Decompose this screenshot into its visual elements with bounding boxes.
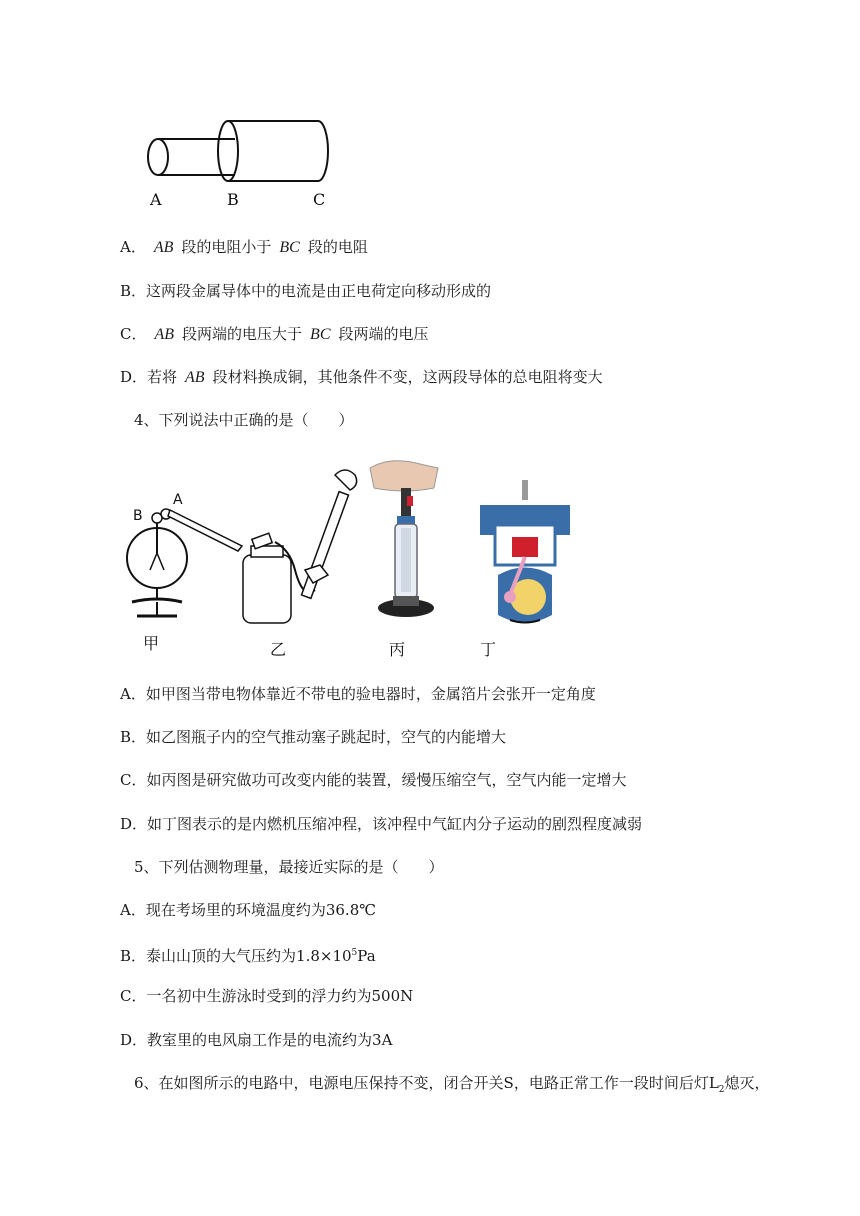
q3-option-c xyxy=(120,324,429,345)
subscript: 2 xyxy=(718,1085,725,1095)
q4-option-a: A．如甲图当带电物体靠近不带电的验电器时，金属箔片会张开一定角度 xyxy=(120,685,596,703)
option-prefix: D．若将 xyxy=(120,368,178,386)
option-prefix: A． xyxy=(120,238,146,256)
q4-option-d: D．如丁图表示的是内燃机压缩冲程，该冲程中气缸内分子运动的剧烈程度减弱 xyxy=(120,815,643,833)
jia-letter-b: B xyxy=(133,508,143,524)
q5-option-d: D．教室里的电风扇工作是的电流约为3A xyxy=(120,1031,393,1049)
option-text: 段的电阻 xyxy=(307,238,368,256)
label-b: B xyxy=(227,190,239,209)
var-ab: AB xyxy=(153,239,174,256)
jia-letter-a: A xyxy=(173,492,183,508)
unit: Pa xyxy=(357,947,376,965)
option-prefix: C． xyxy=(120,325,147,343)
option-text: 段两端的电压 xyxy=(338,325,429,343)
q5-stem: 5、下列估测物理量，最接近实际的是（ ） xyxy=(134,858,444,876)
bottle-pump-drawing xyxy=(235,460,365,630)
conductor-figure xyxy=(140,115,340,215)
figure-label-bing: 丙 xyxy=(389,640,406,659)
figure-ding-engine xyxy=(470,475,580,635)
stepped-conductor-drawing xyxy=(140,115,340,215)
q5-option-c: C．一名初中生游泳时受到的浮力约为500N xyxy=(120,987,414,1005)
option-text: 段的电阻小于 xyxy=(181,238,272,256)
figure-label-yi: 乙 xyxy=(270,640,287,659)
figure-label-jia: 甲 xyxy=(143,634,160,653)
q6-stem xyxy=(134,1073,770,1100)
q4-option-b: B．如乙图瓶子内的空气推动塞子跳起时，空气的内能增大 xyxy=(120,728,507,746)
engine-drawing xyxy=(470,475,580,635)
figure-yi-bottle-pump xyxy=(235,460,365,630)
label-c: C xyxy=(313,190,326,209)
stem-text: 熄灭， xyxy=(724,1074,770,1092)
exponent: 5 xyxy=(351,948,358,958)
q4-stem: 4、下列说法中正确的是（ ） xyxy=(134,411,354,429)
compression-tube-drawing xyxy=(365,458,445,630)
label-a: A xyxy=(150,190,162,209)
q5-option-a: A．现在考场里的环境温度约为36.8℃ xyxy=(120,901,377,919)
figure-label-ding: 丁 xyxy=(480,640,497,659)
var-bc: BC xyxy=(310,326,331,343)
q3-option-d xyxy=(120,367,603,388)
var-ab: AB xyxy=(185,369,205,386)
option-text: 段材料换成铜，其他条件不变，这两段导体的总电阻将变大 xyxy=(212,368,603,386)
q4-option-c: C．如丙图是研究做功可改变内能的装置，缓慢压缩空气，空气内能一定增大 xyxy=(120,771,627,789)
stem-text: 6、在如图所示的电路中，电源电压保持不变，闭合开关S，电路正常工作一段时间后灯L xyxy=(134,1074,719,1092)
q3-option-b: B．这两段金属导体中的电流是由正电荷定向移动形成的 xyxy=(120,282,492,300)
figure-bing-compression-tube xyxy=(365,458,445,630)
q3-option-a xyxy=(120,237,368,258)
var-bc: BC xyxy=(279,239,300,256)
option-text: B．泰山山顶的大气压约为1.8×10 xyxy=(120,947,352,965)
q5-option-b xyxy=(120,943,376,966)
var-ab: AB xyxy=(154,326,175,343)
option-text: 段两端的电压大于 xyxy=(182,325,303,343)
